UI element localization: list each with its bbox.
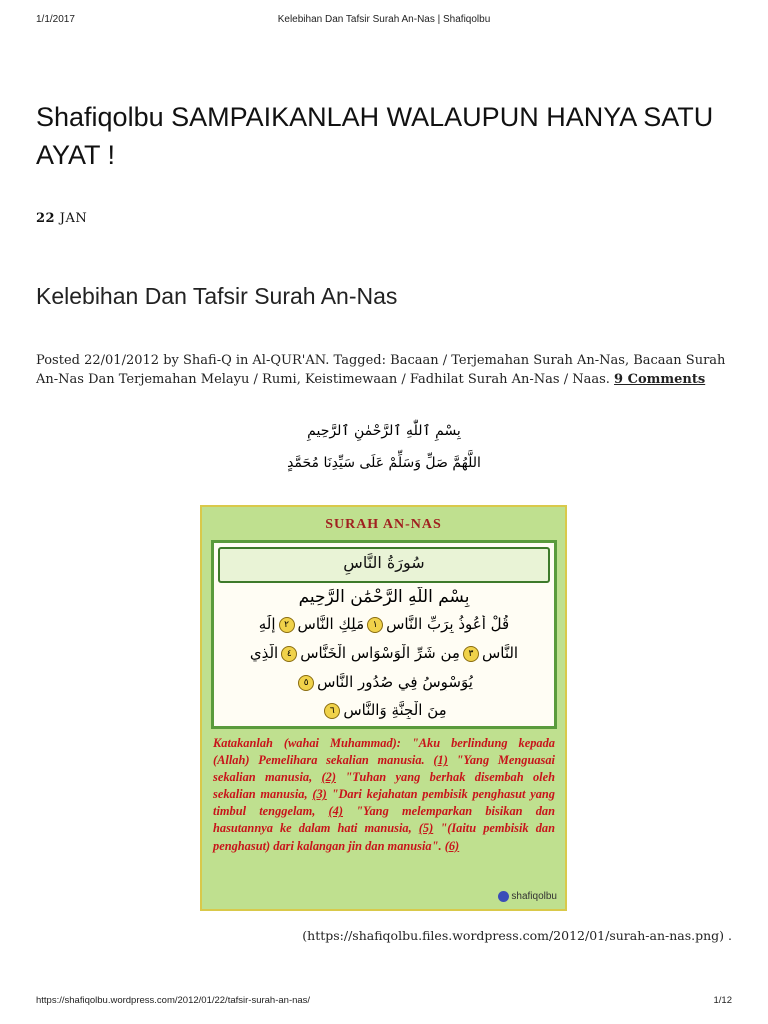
ayah-number-icon: ٦ bbox=[324, 703, 340, 719]
image-basmala: بِسْمِ اللَّهِ الرَّحْمَٰنِ الرَّحِيمِ bbox=[298, 587, 470, 607]
meta-tag-link[interactable]: Keistimewaan / Fadhilat Surah An-Nas / Naas bbox=[304, 372, 606, 387]
post-date bbox=[36, 211, 87, 226]
verse-text: النَّاسِ bbox=[481, 644, 519, 662]
translation-segment: "Dari kejahatan pembisik penghasut yang timbul tenggelam, bbox=[213, 787, 555, 819]
basmala-text: بِسْمِ ٱللّٰهِ ٱلرَّحْمٰنِ ٱلرَّحِيمِ bbox=[307, 423, 461, 439]
meta-date-link[interactable]: 22/01/2012 bbox=[84, 353, 160, 368]
salawat-text: اللَّهُمَّ صَلِّ وَسَلِّمْ عَلَى سَيِّدِنَا مُحَمَّدٍ bbox=[287, 455, 481, 471]
meta-in: in bbox=[235, 353, 249, 368]
verse-text: إِلَٰهِ bbox=[258, 615, 276, 633]
translation-segment: Katakanlah (wahai Muhammad): "Aku berlindung kepada (Allah) Pemelihara sekalian manusia. bbox=[213, 736, 555, 768]
logo-icon bbox=[498, 891, 509, 902]
translation-segment: "(Iaitu pembisik dan penghasut) dari kalangan jin dan manusia". bbox=[213, 821, 555, 853]
translation-segment: "Yang melemparkan bisikan dan hasutannya ke dalam hati manusia, bbox=[213, 804, 555, 836]
verse-text: مَلِكِ النَّاسِ bbox=[297, 615, 365, 633]
ayah-number-icon: ٢ bbox=[279, 617, 295, 633]
verse-line bbox=[222, 615, 546, 633]
verse-text: يُوَسْوِسُ فِي صُدُورِ النَّاسِ bbox=[317, 673, 473, 691]
verse-ref: (6) bbox=[444, 838, 460, 853]
verse-text: مِنَ الْجِنَّةِ وَالنَّاسِ bbox=[343, 701, 447, 719]
meta-category-link[interactable]: Al-QUR'AN bbox=[252, 353, 326, 368]
comments-link[interactable]: 9 Comments bbox=[614, 372, 706, 387]
post-title: Kelebihan Dan Tafsir Surah An-Nas bbox=[36, 283, 398, 309]
watermark-text: shafiqolbu bbox=[511, 891, 557, 902]
meta-tag-link[interactable]: Bacaan Surah An-Nas Dan Terjemahan Melayu / Rumi bbox=[36, 353, 726, 387]
verse-ref: (1) bbox=[433, 753, 448, 768]
verse-text: قُلْ أَعُوذُ بِرَبِّ النَّاسِ bbox=[386, 615, 510, 633]
translation-text bbox=[213, 735, 555, 855]
ayah-number-icon: ٤ bbox=[281, 646, 297, 662]
print-date: 1/1/2017 bbox=[36, 14, 75, 25]
verse-text: الَّذِي bbox=[249, 644, 279, 662]
quran-text-panel bbox=[211, 540, 557, 729]
watermark-logo bbox=[498, 891, 557, 902]
translation-segment: "Tuhan yang berhak disembah oleh sekalian manusia, bbox=[213, 770, 555, 802]
image-source-link[interactable]: (https://shafiqolbu.files.wordpress.com/2012/01/surah-an-nas.png) . bbox=[302, 928, 732, 943]
verse-text: مِن شَرِّ الْوَسْوَاسِ الْخَنَّاسِ bbox=[300, 644, 460, 662]
image-heading: SURAH AN-NAS bbox=[325, 517, 442, 532]
page-number: 1/12 bbox=[713, 995, 732, 1006]
post-date-month: JAN bbox=[59, 211, 88, 226]
ayah-number-icon: ٣ bbox=[463, 646, 479, 662]
ayah-number-icon: ٥ bbox=[298, 675, 314, 691]
surah-an-nas-image[interactable] bbox=[200, 505, 567, 911]
ayah-number-icon: ١ bbox=[367, 617, 383, 633]
meta-posted: Posted bbox=[36, 353, 80, 368]
meta-by: by bbox=[163, 353, 179, 368]
verse-line bbox=[222, 673, 546, 691]
meta-author-link[interactable]: Shafi-Q bbox=[183, 353, 232, 368]
verse-ref: (4) bbox=[328, 804, 343, 819]
meta-tagged: . Tagged: bbox=[325, 353, 386, 368]
verse-line bbox=[222, 644, 546, 662]
print-title: Kelebihan Dan Tafsir Surah An-Nas | Shafiqolbu bbox=[277, 14, 491, 25]
surah-name-banner: سُورَةُ النَّاسِ bbox=[218, 547, 550, 583]
post-date-day: 22 bbox=[36, 211, 56, 226]
post-meta: Posted 22/01/2012 by Shafi-Q in Al-QUR'AN. Tagged: Bacaan / Terjemahan Surah An-Nas, Bacaan Surah An-Nas Dan Terjemahan Melayu / Rumi, Keistimewaan / Fadhilat Surah An-Nas / Naas. 9 Comments bbox=[36, 353, 726, 387]
footer-url: https://shafiqolbu.wordpress.com/2012/01/22/tafsir-surah-an-nas/ bbox=[36, 995, 311, 1006]
verse-ref: (2) bbox=[321, 770, 336, 785]
verse-ref: (5) bbox=[418, 821, 434, 836]
translation-segment: "Yang Menguasai sekalian manusia, bbox=[213, 753, 555, 785]
meta-tag-link[interactable]: Bacaan / Terjemahan Surah An-Nas bbox=[390, 353, 625, 368]
verse-line bbox=[222, 701, 546, 719]
verse-ref: (3) bbox=[312, 787, 327, 802]
site-title[interactable]: Shafiqolbu SAMPAIKANLAH WALAUPUN HANYA SATU AYAT ! bbox=[36, 102, 714, 170]
